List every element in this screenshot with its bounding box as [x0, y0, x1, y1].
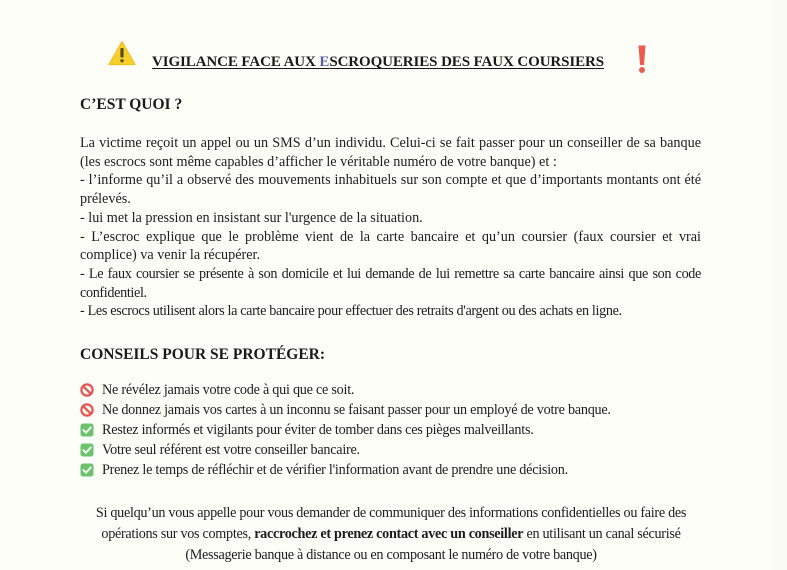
advice-item-text: Ne donnez jamais vos cartes à un inconnu se faisant passer pour un employé de votre banque.: [102, 402, 611, 418]
page-edge: [773, 0, 787, 570]
description-paragraph: - lui met la pression en insistant sur l'urgence de la situation.: [80, 209, 423, 226]
description-block: [80, 134, 701, 321]
prohibited-icon: [80, 403, 94, 417]
footer-note: [70, 503, 712, 566]
section-heading-advice: CONSEILS POUR SE PROTÉGER:: [80, 346, 326, 363]
advice-item-do: [80, 460, 720, 480]
title-row: [108, 40, 668, 76]
advice-item-dont: [80, 400, 720, 420]
advice-item-text: Votre seul référent est votre conseiller bancaire.: [102, 442, 360, 458]
check-box-icon: [80, 443, 94, 457]
advice-list: [80, 380, 720, 480]
title-accent-letter: E: [319, 54, 330, 70]
advice-item-text: Restez informés et vigilants pour éviter de tomber dans ces pièges malveillants.: [102, 422, 534, 438]
advice-item-do: [80, 440, 720, 460]
advice-item-dont: [80, 380, 720, 400]
footer-note-text: en utilisant un canal sécurisé (Messagerie banque à distance ou en composant le numéro de votre banque): [185, 526, 681, 563]
footer-note-text: Si quelqu’un vous appelle pour vous demander de communiquer des informations confidentielles ou faire des opérations sur vos comptes,: [95, 505, 687, 542]
document-title: [152, 54, 604, 71]
description-paragraph: - l’informe qu’il a observé des mouvements inhabituels sur son compte et que d’importants montants ont été prélevés.: [80, 172, 701, 208]
exclamation-mark-icon: [636, 44, 648, 74]
section-heading-what: C’EST QUOI ?: [80, 96, 183, 113]
check-box-icon: [80, 463, 94, 477]
title-part-1: VIGILANCE FACE AUX: [152, 54, 320, 70]
title-part-2: SCROQUERIES DES FAUX COURSIERS: [329, 54, 605, 70]
advice-item-text: Prenez le temps de réfléchir et de vérifier l'information avant de prendre une décision.: [102, 462, 568, 478]
description-paragraph: - Le faux coursier se présente à son domicile et lui demande de lui remettre sa carte bancaire ainsi que son code confidentiel.: [80, 265, 701, 301]
description-paragraph: La victime reçoit un appel ou un SMS d’un individu. Celui-ci se fait passer pour un conseiller de sa banque (les escrocs sont même capables d’afficher le véritable numéro de votre banque) et :: [80, 135, 701, 170]
advice-item-text: Ne révélez jamais votre code à qui que ce soit.: [102, 382, 355, 398]
description-paragraph: - L’escroc explique que le problème vient de la carte bancaire et qu’un coursier (faux coursier et vrai complice) va venir la récupérer.: [80, 228, 701, 264]
description-paragraph: - Les escrocs utilisent alors la carte bancaire pour effectuer des retraits d'argent ou des achats en ligne.: [80, 303, 622, 320]
advice-item-do: [80, 420, 720, 440]
check-box-icon: [80, 423, 94, 437]
warning-triangle-icon: [108, 40, 136, 66]
prohibited-icon: [80, 383, 94, 397]
footer-note-emphasis: raccrochez et prenez contact avec un conseiller: [254, 526, 524, 542]
